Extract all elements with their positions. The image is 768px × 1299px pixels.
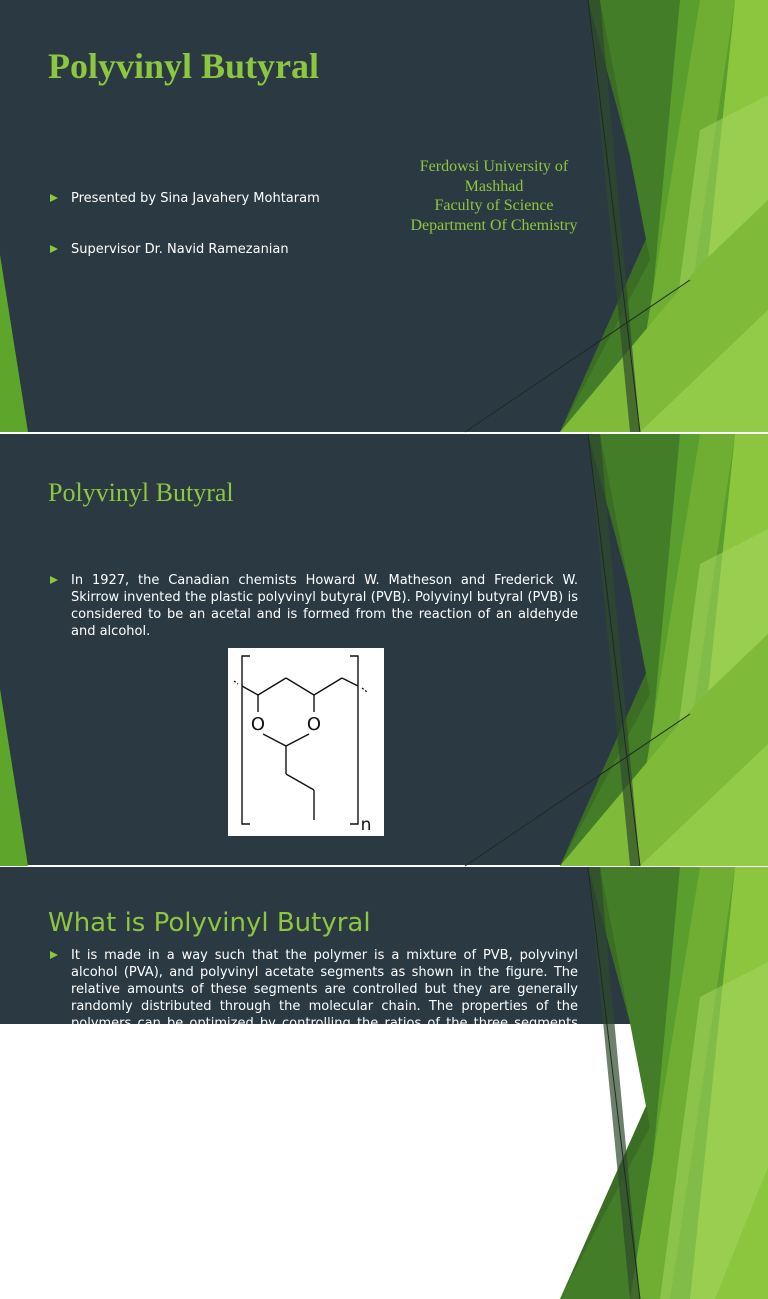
affiliation-line: Mashhad: [464, 177, 524, 195]
triangle-right-icon: [50, 951, 58, 959]
bullet-history: [50, 572, 578, 640]
slide-title: What is Polyvinyl Butyral: [48, 908, 371, 938]
pvb-structure-diagram: [228, 648, 384, 836]
bullet-text: Presented by Sina Javahery Mohtaram: [71, 191, 320, 206]
oxygen-label: O: [250, 714, 266, 735]
affiliation-line: Faculty of Science: [434, 197, 554, 214]
triangle-right-icon: [50, 194, 58, 202]
triangle-right-icon: [50, 576, 58, 584]
triangle-right-icon: [50, 245, 58, 253]
slide-title: Polyvinyl Butyral: [48, 46, 320, 86]
bullet-text: Supervisor Dr. Navid Ramezanian: [71, 242, 289, 257]
oxygen-label: O: [306, 714, 322, 735]
slide-title: Polyvinyl Butyral: [48, 478, 234, 507]
bullet-presenter: [50, 190, 320, 207]
repeat-unit-label: n: [360, 815, 372, 835]
affiliation-line: Ferdowsi University of: [419, 158, 569, 175]
content-slide-definition: [0, 867, 768, 1048]
pvb-structure-figure: [228, 648, 384, 836]
bullet-text: It is made in a way such that the polymer is a mixture of PVB, polyvinyl alcohol (PVA), and polyvinyl acetate segments as shown in the figure. The relative amounts of these segments are controlled but they are generally randomly distributed through the molecular chain. The properties of the polymers can be optimized by controlling the ratios of the three segments [1].: [71, 948, 578, 1048]
affiliation-line: Department Of Chemistry: [410, 216, 578, 234]
title-slide: [0, 0, 768, 432]
bullet-definition: [50, 947, 578, 1049]
bullet-supervisor: [50, 241, 289, 258]
content-slide-history: [0, 434, 768, 865]
affiliation-block: [394, 157, 594, 235]
bullet-text: In 1927, the Canadian chemists Howard W. Matheson and Frederick W. Skirrow invented the plastic polyvinyl butyral (PVB). Polyvinyl butyral (PVB) is considered to be an acetal and is formed from the reaction of an aldehyde and alcohol.: [71, 573, 578, 639]
